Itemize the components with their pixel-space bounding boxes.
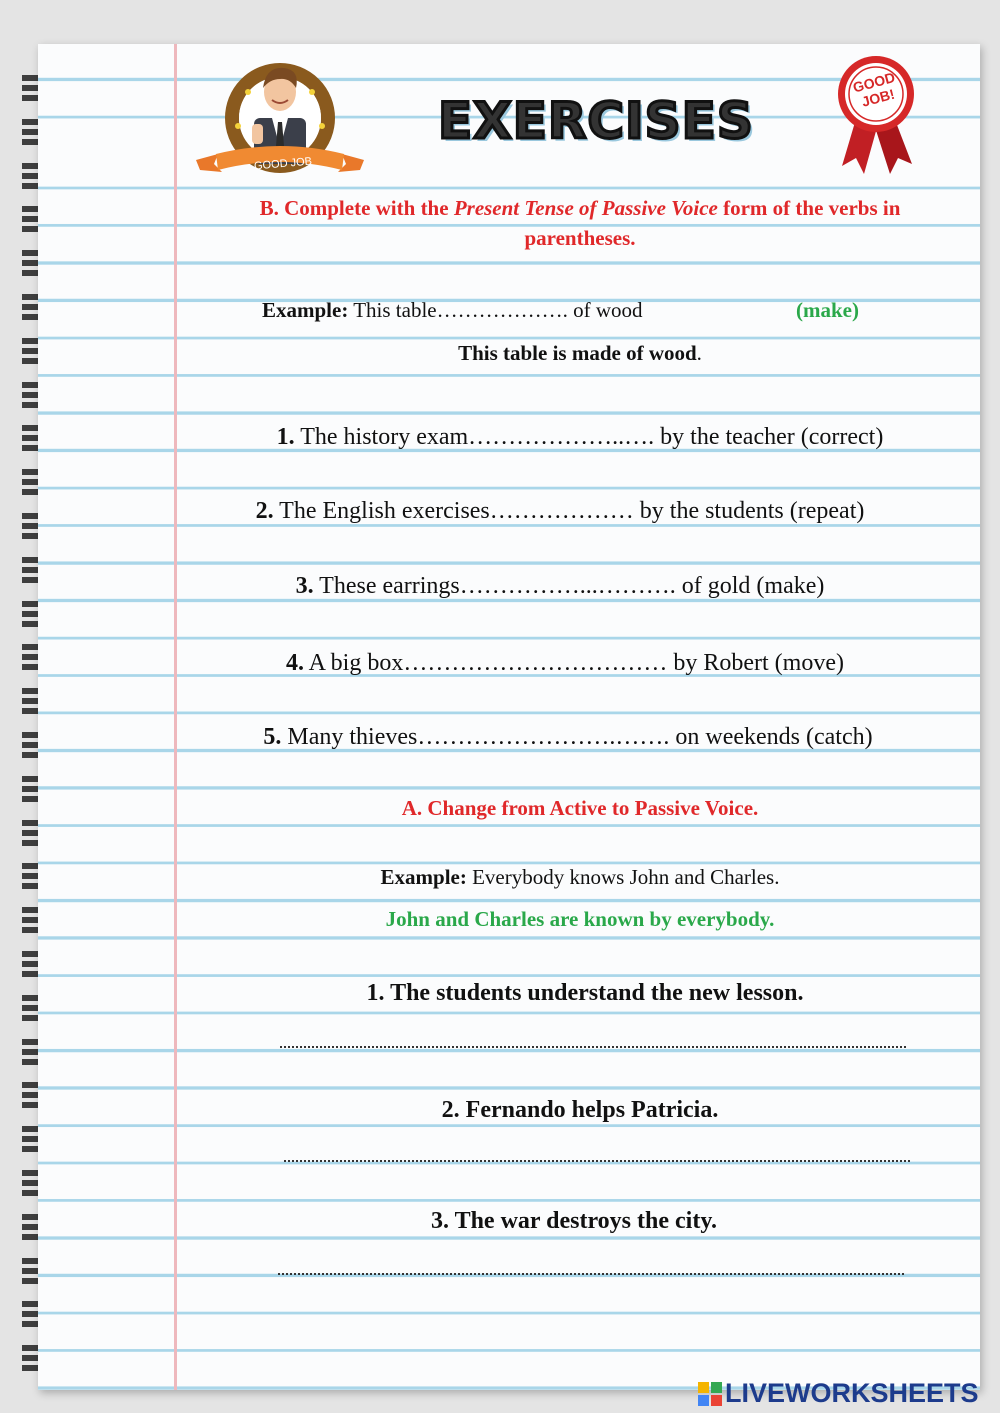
answer-line-3[interactable] <box>278 1273 904 1275</box>
section-a-instruction: A. Change from Active to Passive Voice. <box>401 796 759 820</box>
exercise-b-item-2[interactable]: 2. The English exercises……………… by the students (repeat) <box>255 498 865 524</box>
liveworksheets-logo[interactable] <box>698 1378 979 1409</box>
section-b-example-verb: (make) <box>796 298 859 322</box>
section-a-example: Example: Everybody knows John and Charles. <box>380 865 780 889</box>
brand-name: LIVEWORKSHEETS <box>725 1378 979 1408</box>
exercise-b-item-1[interactable]: 1. The history exam………………..…. by the teacher (correct) <box>276 424 884 450</box>
section-b-instruction-line2: parentheses. <box>524 226 636 250</box>
answer-line-2[interactable] <box>284 1160 910 1162</box>
section-b-example: Example: This table………………. of wood <box>262 298 643 322</box>
good-job-seal-icon <box>832 54 922 181</box>
liveworksheets-mark-icon <box>698 1382 722 1406</box>
margin-line <box>174 44 177 1390</box>
exercise-a-item-2: 2. Fernando helps Patricia. <box>441 1097 719 1123</box>
exercise-b-item-3[interactable]: 3. These earrings……………...………. of gold (make) <box>295 573 825 599</box>
exercise-b-item-5[interactable]: 5. Many thieves…………………….……. on weekends (catch) <box>263 724 873 750</box>
section-a-example-answer: John and Charles are known by everybody. <box>385 907 775 931</box>
exercise-a-item-3: 3. The war destroys the city. <box>431 1208 717 1234</box>
exercise-a-item-1: 1. The students understand the new lesson. <box>366 980 804 1006</box>
page-title: EXERCISES <box>438 92 754 150</box>
section-b-example-answer: This table is made of wood. <box>458 341 702 365</box>
seal-caption: GOOD JOB! <box>851 69 897 110</box>
section-b-instruction: B. Complete with the Present Tense of Passive Voice form of the verbs in <box>259 196 901 220</box>
badge-caption: GOOD JOB <box>253 155 313 173</box>
exercise-b-item-4[interactable]: 4. A big box…………………………… by Robert (move) <box>286 650 844 676</box>
answer-line-1[interactable] <box>280 1046 906 1048</box>
good-job-man-badge-icon <box>192 52 368 187</box>
